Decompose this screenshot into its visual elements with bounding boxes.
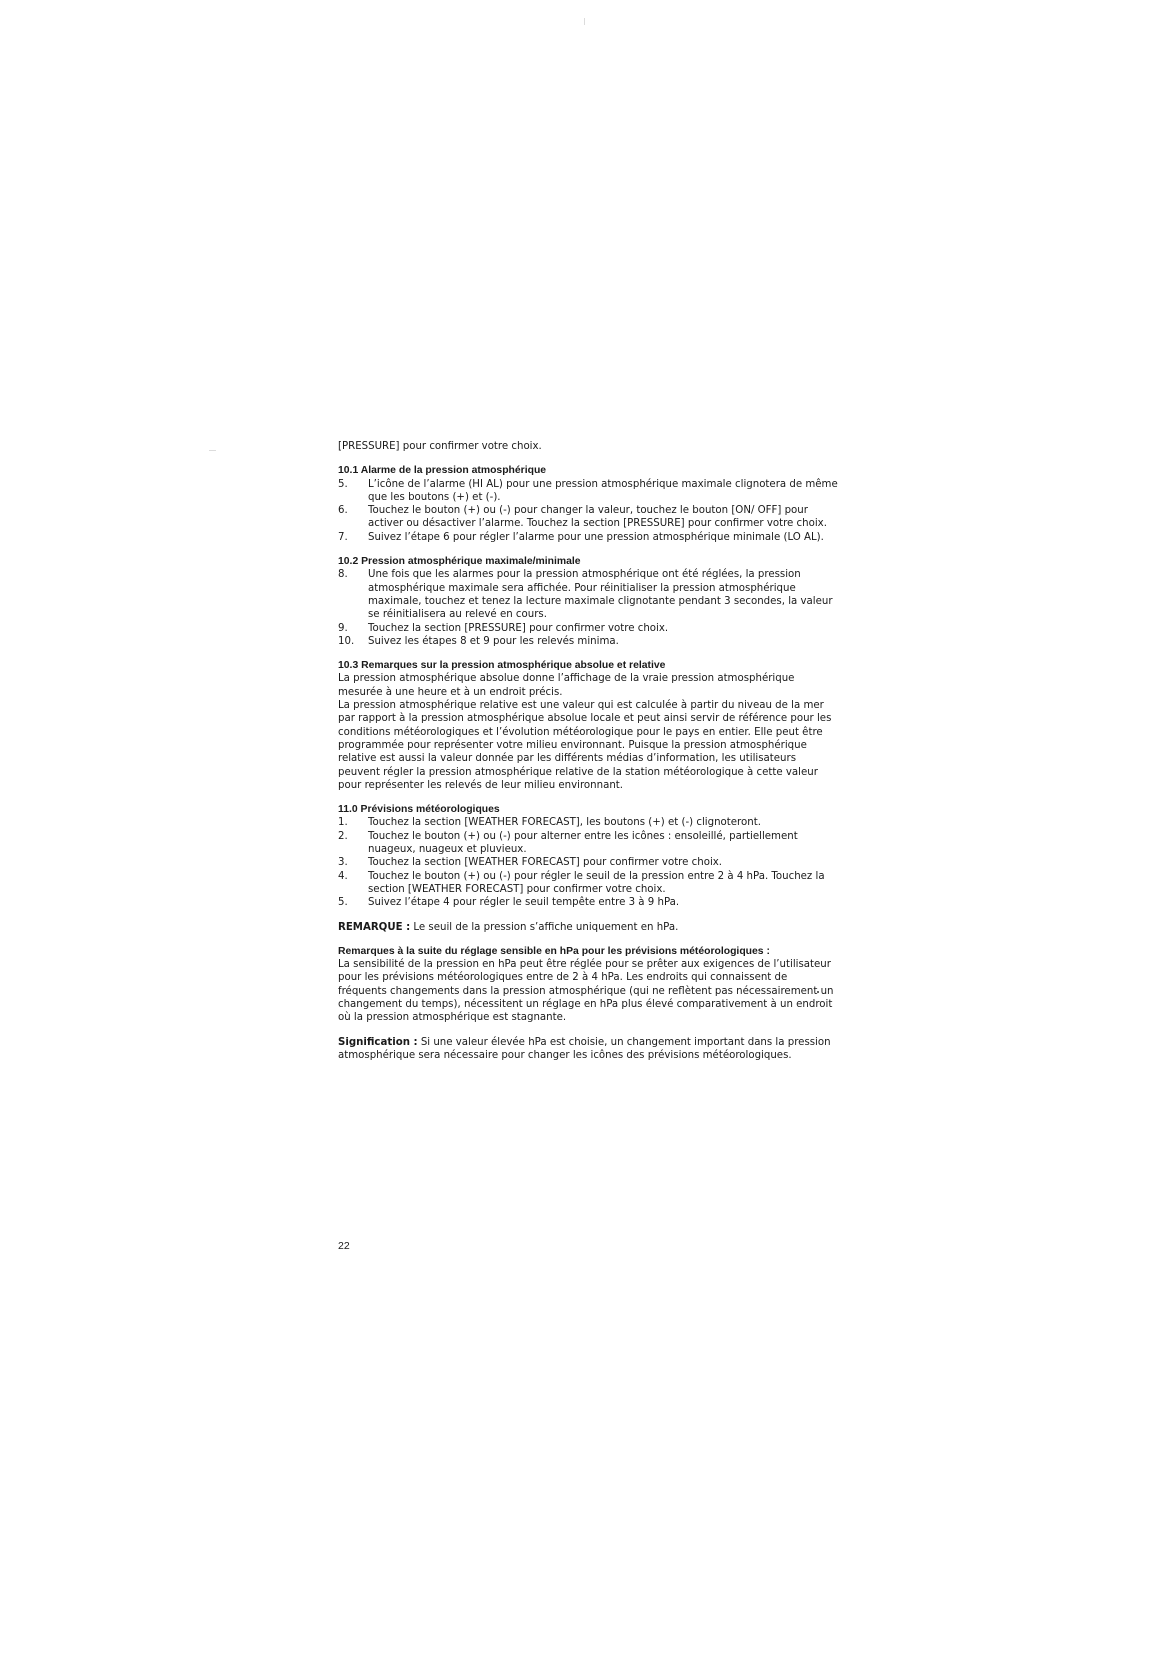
section-10-3-paragraph-1: La pression atmosphérique absolue donne l’affichage de la vraie pression atmosphérique mesurée à une heure et à un endroit précis. — [338, 673, 795, 698]
section-11-0-list — [338, 816, 838, 909]
section-10-2-list — [338, 568, 838, 648]
list-item: 4. Touchez le bouton (+) ou (-) pour régler le seuil de la pression entre 2 à 4 hPa. Touchez la section [WEATHER FORECAST] pour confirmer votre choix. — [338, 870, 825, 895]
remarques-hpa-heading: Remarques à la suite du réglage sensible en hPa pour les prévisions météorologiques : — [338, 945, 770, 957]
section-10-1-list — [338, 478, 838, 544]
list-item: 10. Suivez les étapes 8 et 9 pour les relevés minima. — [338, 635, 619, 647]
remarques-hpa-text: La sensibilité de la pression en hPa peut être réglée pour se prêter aux exigences de l’utilisateur pour les prévisions météorologiques entre de 2 à 4 hPa. Les endroits qui connaissent de fréquents changements dans la pression atmosphérique (qui ne reflètent pas nécessairement un changement du temps), nécessitent un réglage en hPa plus élevé comparativement à un endroit où la pression atmosphérique est stagnante. — [338, 959, 834, 1024]
remarque-note: REMARQUE : Le seuil de la pression s’affiche uniquement en hPa. — [338, 921, 679, 933]
section-10-1-heading: 10.1 Alarme de la pression atmosphérique — [338, 465, 547, 477]
list-item: 3. Touchez la section [WEATHER FORECAST] pour confirmer votre choix. — [338, 857, 723, 869]
list-item: 2. Touchez le bouton (+) ou (-) pour alterner entre les icônes : ensoleillé, partiellement nuageux, nuageux et pluvieux. — [338, 830, 798, 856]
section-10-3-heading: 10.3 Remarques sur la pression atmosphérique absolue et relative — [338, 660, 666, 672]
list-item: 5. Suivez l’étape 4 pour régler le seuil tempête entre 3 à 9 hPa. — [338, 897, 680, 909]
list-item: 6. Touchez le bouton (+) ou (-) pour changer la valeur, touchez le bouton [ON/ OFF] pour activer ou désactiver l’alarme. Touchez la section [PRESSURE] pour confirmer votre choix. — [338, 505, 827, 530]
section-11-0-heading: 11.0 Prévisions météorologiques — [338, 804, 500, 816]
manual-page — [338, 440, 838, 1062]
list-item: 1. Touchez la section [WEATHER FORECAST], les boutons (+) et (-) clignoteront. — [338, 817, 761, 829]
list-item: 9. Touchez la section [PRESSURE] pour confirmer votre choix. — [338, 622, 669, 634]
list-item: 7. Suivez l’étape 6 pour régler l’alarme pour une pression atmosphérique minimale (LO AL). — [338, 531, 824, 543]
intro-text: [PRESSURE] pour confirmer votre choix. — [338, 441, 542, 452]
list-item: 5. L’icône de l’alarme (HI AL) pour une pression atmosphérique maximale clignotera de même que les boutons (+) et (-). — [338, 478, 838, 503]
scan-mark-left — [209, 450, 216, 451]
signification-note: Signification : Si une valeur élevée hPa est choisie, un changement important dans la pression atmosphérique sera nécessaire pour changer les icônes des prévisions météorologiques. — [338, 1036, 831, 1061]
scan-mark-top — [584, 18, 585, 25]
list-item: 8. Une fois que les alarmes pour la pression atmosphérique ont été réglées, la pression atmosphérique maximale sera affichée. Pour réinitialiser la pression atmosphérique maximale, touchez et tenez la lecture maximale clignotante pendant 3 secondes, la valeur se réinitialisera au relevé en cours. — [338, 569, 833, 621]
section-10-2-heading: 10.2 Pression atmosphérique maximale/minimale — [338, 556, 581, 568]
page-number: 22 — [338, 1240, 350, 1252]
section-10-3-paragraph-2: La pression atmosphérique relative est une valeur qui est calculée à partir du niveau de la mer par rapport à la pression atmosphérique absolue locale et peut ainsi servir de référence pour les conditions météorologiques et l’évolution météorologique pour le pays en entier. Elle peut être programmée pour représenter votre milieu environnant. Puisque la pression atmosphérique relative est aussi la valeur donnée par les différents médias d’information, les utilisateurs peuvent régler la pression atmosphérique relative de la station météorologique à cette valeur pour représenter les relevés de leur milieu environnant. — [338, 700, 832, 791]
